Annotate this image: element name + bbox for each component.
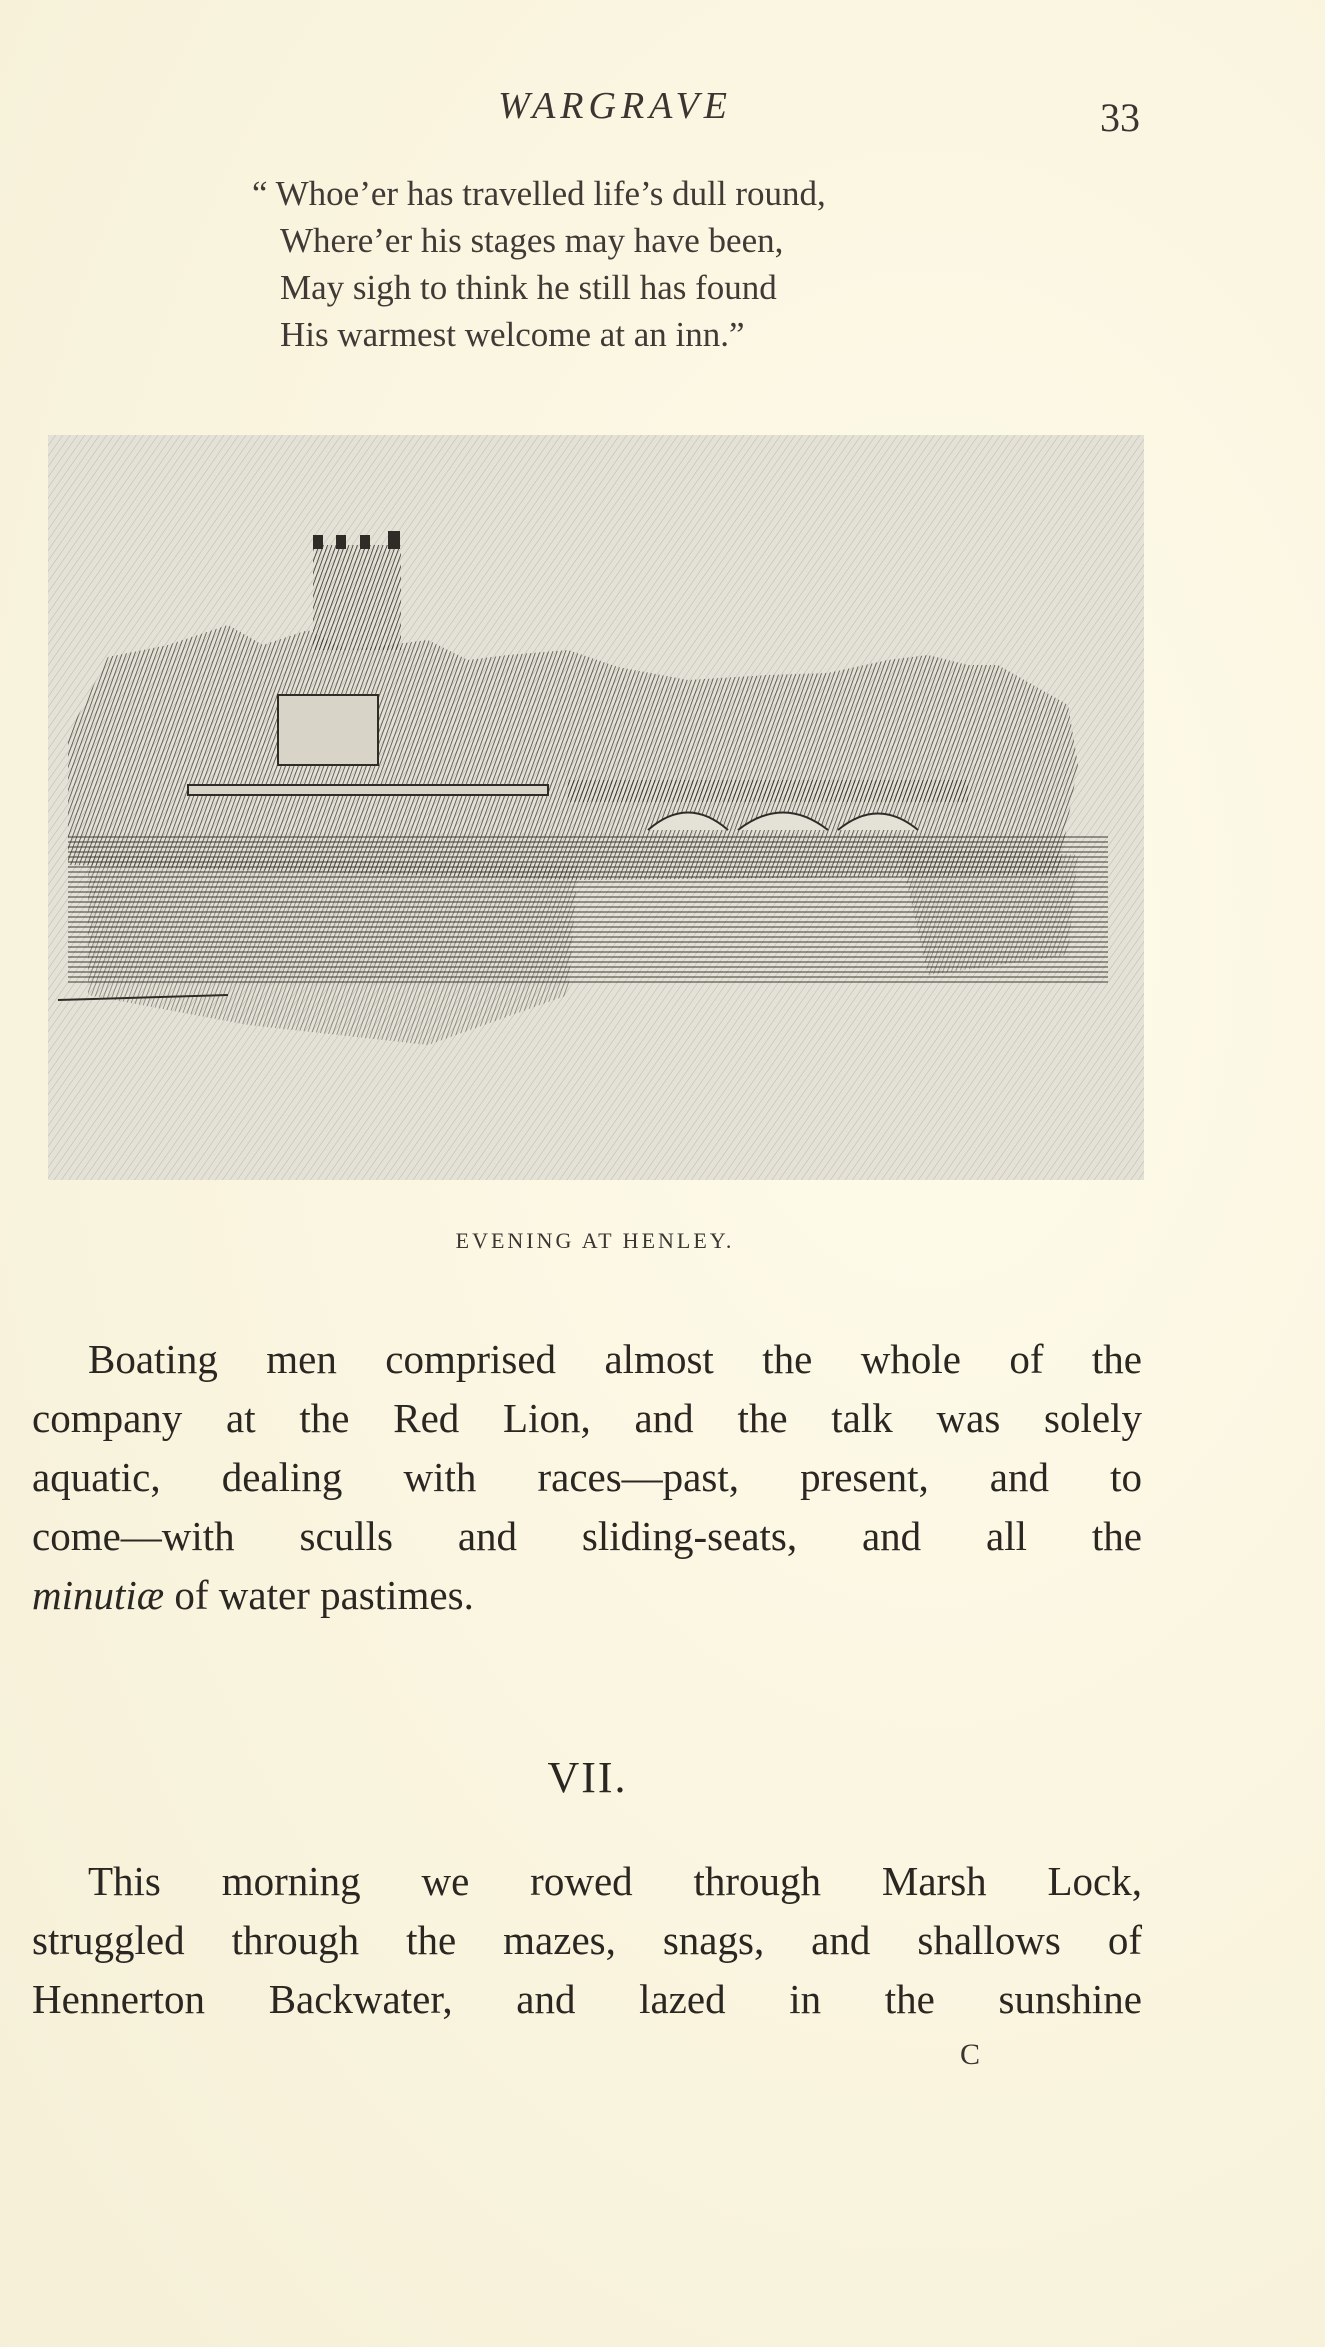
paragraph-line: This morning we rowed through Marsh Lock,	[88, 1858, 1142, 1904]
verse-line: Where’er his stages may have been,	[280, 221, 784, 260]
paragraph-line: struggled through the mazes, snags, and shallows of	[32, 1917, 1142, 1963]
running-head: WARGRAVE	[498, 85, 732, 127]
illustration-caption: EVENING AT HENLEY.	[455, 1228, 735, 1253]
paragraph-line: company at the Red Lion, and the talk was solely	[32, 1395, 1142, 1441]
paragraph-line	[32, 1566, 1142, 1625]
henley-engraving	[48, 435, 1144, 1180]
paragraph-boating	[32, 1330, 1142, 1625]
paragraph-line-rest: of water pastimes.	[164, 1572, 474, 1618]
paragraph-morning	[32, 1852, 1142, 2029]
signature-mark: C	[960, 2038, 981, 2071]
paragraph-line: Hennerton Backwater, and lazed in the sunshine	[32, 1976, 1142, 2022]
paragraph-line: come—with sculls and sliding-seats, and all the	[32, 1513, 1142, 1559]
paragraph-line: Boating men comprised almost the whole of the	[88, 1336, 1142, 1382]
verse-line: “ Whoe’er has travelled life’s dull round,	[252, 174, 826, 213]
epigraph-verse	[252, 170, 826, 358]
italic-term: minutiæ	[32, 1572, 165, 1618]
page-number: 33	[1100, 95, 1140, 140]
paragraph-line: aquatic, dealing with races—past, present, and to	[32, 1454, 1142, 1500]
verse-line: May sigh to think he still has found	[280, 268, 777, 307]
verse-line: His warmest welcome at an inn.”	[280, 315, 745, 354]
chapter-heading: VII.	[547, 1753, 628, 1802]
